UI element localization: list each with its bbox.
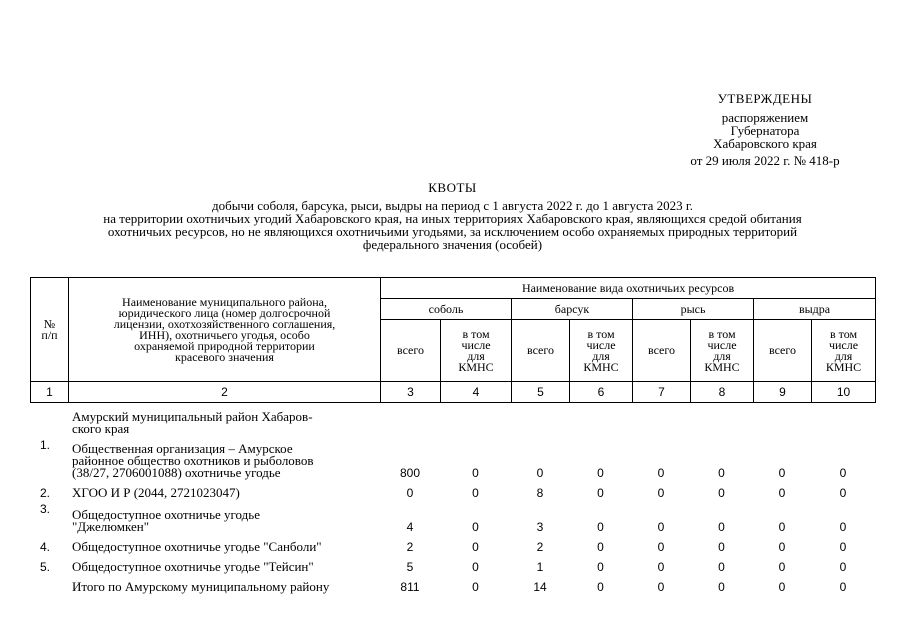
header-species-lynx: рысь [633, 299, 754, 320]
header-number: № п/п [31, 278, 69, 382]
row-index: 1. [39, 438, 50, 452]
cell-value: 0 [472, 560, 479, 574]
approval-line: Хабаровского края [713, 136, 817, 151]
cell-value: 0 [778, 520, 786, 534]
row-name: Общественная организация – Амурское районное общество охотников и рыболовов (38/27, 2706001088) охотничье угодье [72, 441, 314, 480]
cell-value: 8 [536, 486, 544, 500]
cell-value: 0 [778, 560, 786, 574]
cell-value: 0 [718, 560, 725, 574]
cell-value [440, 407, 511, 435]
cell-value: 3 [536, 520, 544, 534]
subtitle-line: на территории охотничьих угодий Хабаровского края, на иных территориях Хабаровского края, являющихся средой обитания [103, 211, 802, 226]
row-name: Амурский муниципальный район Хабаров- ского края [72, 409, 313, 436]
cell-value: 0 [657, 580, 665, 594]
cell-value: 0 [472, 486, 479, 500]
column-number: 8 [691, 382, 754, 403]
cell-value: 0 [718, 486, 725, 500]
row-name: Общедоступное охотничье угодье "Санболи" [72, 539, 322, 554]
document-subtitle [20, 199, 885, 251]
cell-value: 0 [778, 580, 786, 594]
row-index: 3. [39, 502, 50, 516]
cell-value [690, 407, 753, 435]
approval-title: УТВЕРЖДЕНЫ [717, 91, 813, 106]
header-total: всего [633, 320, 691, 382]
column-number: 1 [31, 382, 69, 403]
row-name: ХГОО И Р (2044, 2721023047) [72, 485, 240, 500]
cell-value: 4 [406, 520, 414, 534]
approval-authority [660, 111, 870, 150]
cell-value: 0 [839, 580, 847, 594]
approval-line: распоряжением [721, 110, 809, 125]
row-index: 5. [39, 560, 50, 574]
table-row [30, 533, 875, 553]
subtitle-line: охотничьих ресурсов, но не являющихся охотничьими угодьями, за исключением особо охраняемых природных территорий [107, 224, 798, 239]
cell-value: 0 [839, 520, 847, 534]
approval-line: Губернатора [730, 123, 800, 138]
cell-value: 14 [533, 580, 547, 594]
cell-value: 0 [657, 520, 665, 534]
header-kmns: в том числе для КМНС [570, 320, 633, 382]
column-number: 2 [69, 382, 381, 403]
cell-value: 5 [406, 560, 414, 574]
row-index: 4. [39, 540, 50, 554]
header-kmns: в том числе для КМНС [441, 320, 512, 382]
cell-value [632, 407, 690, 435]
header-species-badger: барсук [512, 299, 633, 320]
header-species-sable: соболь [381, 299, 512, 320]
cell-value: 0 [597, 466, 604, 480]
cell-value: 0 [597, 540, 604, 554]
table-row [30, 553, 875, 573]
cell-value: 0 [597, 560, 604, 574]
document-title: КВОТЫ [428, 180, 477, 195]
column-number: 3 [381, 382, 441, 403]
cell-value: 0 [472, 466, 479, 480]
column-number: 9 [754, 382, 812, 403]
row-name: Общедоступное охотничье угодье "Тейсин" [72, 559, 314, 574]
quota-table-header [30, 277, 876, 403]
cell-value: 0 [406, 486, 414, 500]
cell-value: 0 [778, 466, 786, 480]
cell-value: 0 [472, 540, 479, 554]
header-name: Наименование муниципального района, юридического лица (номер долгосрочной лицензии, охотхозяйственного соглашения, ИНН), охотничьего угодья, особо охраняемой природной территории красевого значения [69, 278, 381, 382]
cell-value: 0 [778, 486, 786, 500]
table-row [30, 479, 875, 499]
column-number: 10 [812, 382, 876, 403]
quota-table-body [30, 407, 875, 593]
header-total: всего [381, 320, 441, 382]
cell-value: 0 [657, 486, 665, 500]
cell-value [811, 407, 875, 435]
table-row-total [30, 573, 875, 593]
cell-value: 800 [399, 466, 421, 480]
header-total: всего [754, 320, 812, 382]
header-total: всего [512, 320, 570, 382]
header-kmns: в том числе для КМНС [812, 320, 876, 382]
table-row [30, 407, 875, 435]
table-row [30, 499, 875, 533]
row-index: 2. [39, 486, 50, 500]
row-index [30, 573, 68, 593]
cell-value: 0 [839, 486, 847, 500]
cell-value: 0 [657, 540, 665, 554]
header-resources: Наименование вида охотничьих ресурсов [381, 278, 876, 299]
row-name: Итого по Амурскому муниципальному району [72, 579, 330, 594]
cell-value: 0 [839, 466, 847, 480]
row-index [30, 407, 68, 435]
cell-value: 0 [718, 540, 725, 554]
table-row [30, 435, 875, 479]
cell-value: 0 [657, 560, 665, 574]
header-species-otter: выдра [754, 299, 876, 320]
cell-value: 0 [597, 486, 604, 500]
column-number: 7 [633, 382, 691, 403]
cell-value [380, 407, 440, 435]
cell-value: 0 [718, 466, 725, 480]
row-name: Общедоступное охотничье угодье "Джелюмкен" [72, 507, 260, 534]
column-number: 4 [441, 382, 512, 403]
subtitle-line: добычи соболя, барсука, рыси, выдры на период с 1 августа 2022 г. до 1 августа 2023 г. [212, 198, 693, 213]
cell-value: 811 [400, 580, 420, 594]
cell-value [511, 407, 569, 435]
cell-value: 1 [536, 560, 544, 574]
column-number: 5 [512, 382, 570, 403]
cell-value: 0 [536, 466, 544, 480]
cell-value: 0 [839, 560, 847, 574]
cell-value: 0 [597, 520, 604, 534]
cell-value: 0 [657, 466, 665, 480]
cell-value [753, 407, 811, 435]
cell-value: 0 [839, 540, 847, 554]
cell-value: 0 [778, 540, 786, 554]
cell-value: 0 [472, 580, 479, 594]
cell-value [569, 407, 632, 435]
approval-date: от 29 июля 2022 г. № 418-р [690, 153, 840, 168]
column-number: 6 [570, 382, 633, 403]
subtitle-line: федерального значения (особей) [362, 237, 543, 252]
cell-value: 0 [718, 580, 725, 594]
cell-value: 0 [472, 520, 479, 534]
cell-value: 0 [597, 580, 604, 594]
cell-value: 2 [406, 540, 414, 554]
cell-value: 2 [536, 540, 544, 554]
cell-value: 0 [718, 520, 725, 534]
header-kmns: в том числе для КМНС [691, 320, 754, 382]
